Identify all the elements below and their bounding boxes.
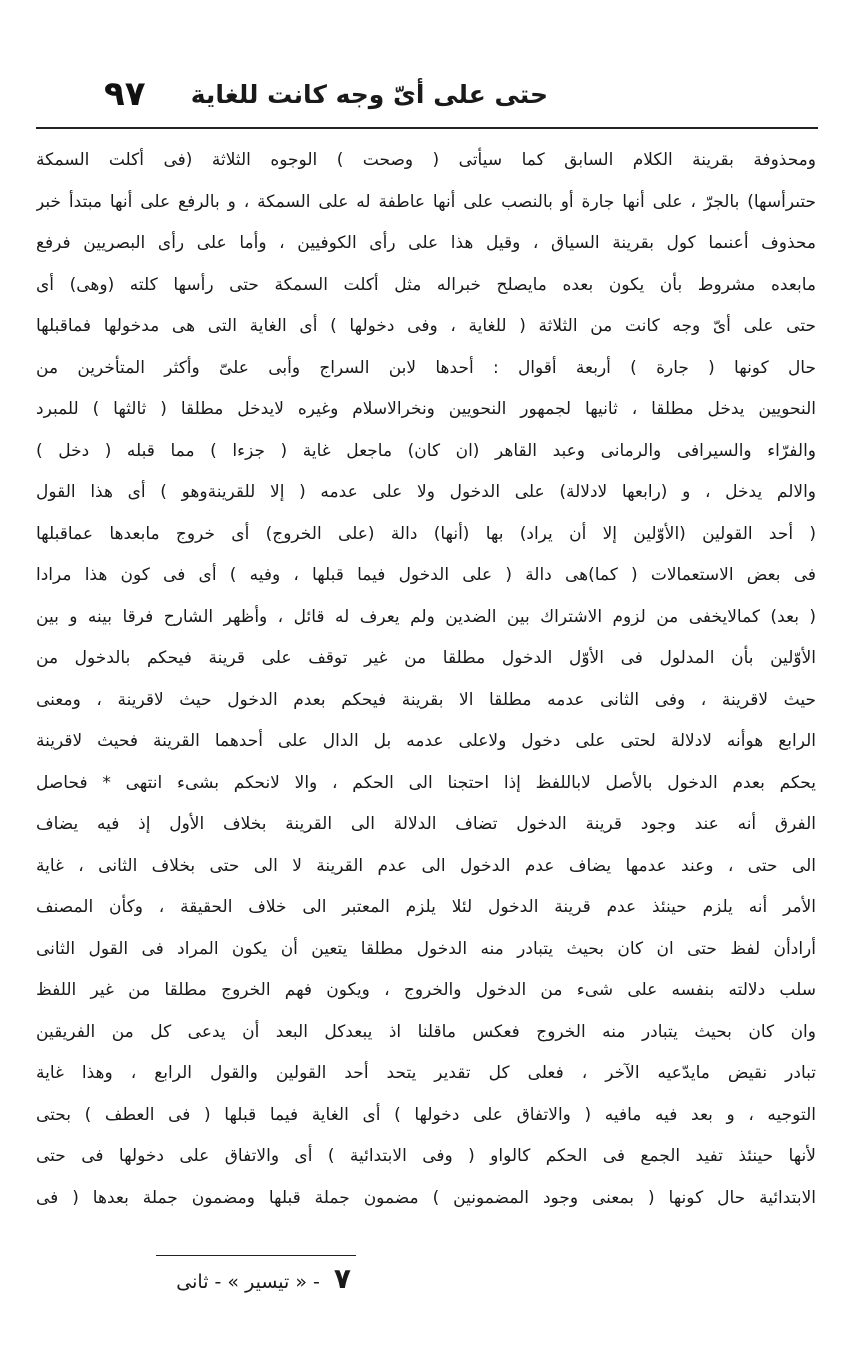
text-line: النحويين يدخل مطلقا ، ثانيها لجمهور النحويين ونخرالاسلام وغيره لايدخل مطلقا ( ثالثها ) للمبرد xyxy=(36,399,816,419)
text-line: محذوف أعنىما كول بقرينة السياق ، وقيل هذا على رأى الكوفيين ، وأما على رأى البصريين فرفع xyxy=(36,233,816,253)
signature-text: - « تيسير » - ثانى xyxy=(176,1271,320,1293)
text-line: الأمر أنه يلزم حينئذ عدم قرينة الدخول لئلا يلزم المعتبر الى خلاف الحقيقة ، وكأن المصنف xyxy=(36,897,816,917)
text-line: حتى على أىّ وجه كانت من الثلاثة ( للغاية ، وفى دخولها ) أى الغاية التى هى مدخولها فماقبلها xyxy=(36,316,816,336)
text-line: التوجيه ، و بعد فيه مافيه ( والاتفاق على دخولها ) أى الغاية فيما قبلها ( فى العطف ) بحتى xyxy=(36,1104,816,1125)
running-header xyxy=(36,74,818,124)
text-line: لأنها حينئذ تفيد الجمع فى الحكم كالواو ( وفى الابتدائية ) أى والاتفاق على دخولها فى حتى xyxy=(36,1146,816,1166)
printer-signature xyxy=(176,1262,351,1295)
text-line: والالم يدخل ، و (رابعها لادلالة) على الدخول ولا على عدمه ( إلا للقرينةوهو ) أى هذا القول xyxy=(36,482,816,502)
text-line: الفرق أنه عند وجود قرينة الدخول تضاف الدلالة الى القرينة بخلاف الأول إذ فيه يضاف xyxy=(36,814,816,834)
text-line: الابتدائية حال كونها ( بمعنى وجود المضمونين ) مضمون جملة قبلها ومضمون جملة بعدها ( فى xyxy=(36,1187,816,1208)
text-line: ( بعد) كمالايخفى من لزوم الاشتراك بين الضدين ولم يعرف له قائل ، وأظهر الشارح فرقا بينه و بين xyxy=(36,606,816,627)
text-line: سلب دلالته بنفسه على شىء من الدخول والخروج ، ويكون فهم الخروج مطلقا من غير اللفظ xyxy=(36,980,816,1000)
header-divider xyxy=(36,127,818,129)
text-line: وان كان بحيث يتبادر منه الخروج فعكس ماقلنا اذ يبعدكل البعد أن يدعى كل من الفريقين xyxy=(36,1021,816,1042)
text-line: حتىرأسها) بالجرّ ، على أنها جارة أو بالنصب على أنها عاطفة له على السمكة ، و بالرفع على أنها مبتدأ خبر xyxy=(36,191,816,212)
text-line: حيث لاقرينة ، وفى الثانى عدمه مطلقا الا بقرينة فيحكم بعدم الدخول حيث لاقرينة ، ومعنى xyxy=(36,689,816,710)
text-line: أرادأن لفظ حتى ان كان بحيث يتبادر منه الدخول مطلقا يتعين أن يكون المراد فى القول الثانى xyxy=(36,938,816,959)
text-line: فى بعض الاستعمالات ( كما)هى دالة ( على الدخول فيما قبلها ، وفيه ) أى فى كون هذا مرادا xyxy=(36,565,816,585)
text-line: الأوّلين بأن المدلول فى الأوّل الدخول مطلقا من غير توقف على قرينة فيحكم بالدخول من xyxy=(36,648,816,668)
running-title: حتى على أىّ وجه كانت للغاية xyxy=(190,80,548,109)
footer-divider xyxy=(156,1255,356,1256)
text-line: ومحذوفة بقرينة الكلام السابق كما سيأتى ( وصحت ) الوجوه الثلاثة (فى أكلت السمكة xyxy=(36,150,816,170)
text-line: حال كونها ( جارة ) أربعة أقوال : أحدها لابن السراج وأبى علىّ وأكثر المتأخرين من xyxy=(36,357,816,378)
page-number: ٩٧ xyxy=(104,74,146,114)
text-line: مابعده مشروط بأن يكون بعده مايصلح خبراله مثل أكلت السمكة حتى رأسها كلته (وهى) أى xyxy=(36,274,816,295)
text-line: ( أحد القولين (الأوّلين إلا أن يراد) بها (أنها) دالة (على الخروج) أى خروج مابعدها عماقبلها xyxy=(36,523,816,544)
body-text xyxy=(36,140,816,1219)
signature-number: ٧ xyxy=(333,1262,351,1295)
text-line: الرابع هوأنه لادلالة لحتى على دخول ولاعلى عدمه بل الدال على أحدهما القرينة فحيث لاقرينة xyxy=(36,731,816,751)
text-line: تبادر نقيض مايدّعيه الآخر ، فعلى كل تقدير يتحد أحد القولين والقول الرابع ، وهذا غاية xyxy=(36,1063,816,1083)
text-line: والفرّاء والسيرافى والرمانى وعبد القاهر (ان كان) ماجعل غاية ( جزءا ) مما قبله ( دخل ) xyxy=(36,440,816,461)
text-line: يحكم بعدم الدخول بالأصل لاباللفظ إذا احتجنا الى الحكم ، والا لانحكم بشىء انتهى * فحاصل xyxy=(36,772,816,793)
text-line: الى حتى ، وعند عدمها يضاف عدم الدخول الى عدم القرينة لا الى حتى بخلاف الثانى ، غاية xyxy=(36,855,816,876)
